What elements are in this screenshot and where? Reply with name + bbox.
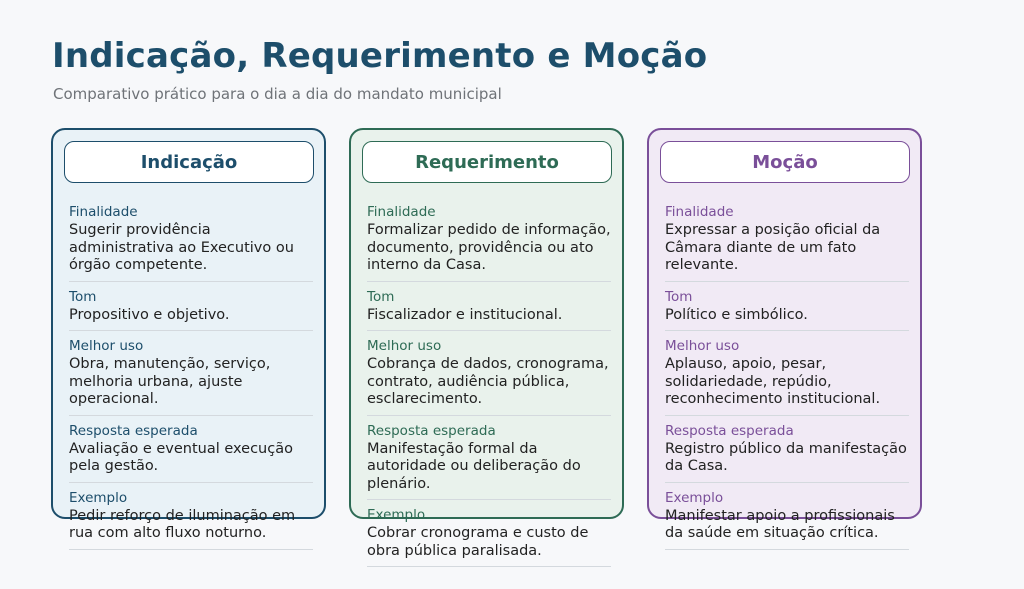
section-text: Obra, manutenção, serviço, melhoria urbana, ajuste operacional. [69,356,271,407]
section-tom [69,288,313,332]
section-label: Melhor uso [367,338,442,354]
section-label: Melhor uso [69,338,144,354]
card-title: Requerimento [362,141,612,183]
section-finalidade [665,203,909,282]
section-label: Finalidade [367,204,436,220]
section-resposta-esperada [69,422,313,483]
page-subtitle: Comparativo prático para o dia a dia do mandato municipal [53,85,502,103]
section-text: Pedir reforço de iluminação em rua com alto fluxo noturno. [69,507,296,541]
card-sections [665,203,909,556]
section-text: Expressar a posição oficial da Câmara diante de um fato relevante. [665,222,881,273]
card-sections [69,203,313,556]
section-label: Resposta esperada [665,422,794,439]
section-text: Formalizar pedido de informação, documento, providência ou ato interno da Casa. [367,222,611,273]
section-label: Melhor uso [665,338,740,354]
section-label: Exemplo [665,489,724,506]
section-melhor-uso [367,337,611,416]
section-exemplo [367,506,611,567]
section-label: Exemplo [69,489,128,506]
section-resposta-esperada [665,422,909,483]
section-label: Tom [69,288,97,305]
section-text: Manifestar apoio a profissionais da saúde em situação crítica. [665,507,895,541]
section-text: Avaliação e eventual execução pela gestão. [69,440,293,474]
section-text: Cobrar cronograma e custo de obra pública paralisada. [367,525,589,559]
section-tom [367,288,611,332]
section-exemplo [69,489,313,550]
card-mocao [647,128,922,541]
card-indicacao [51,128,326,541]
section-label: Resposta esperada [69,422,198,439]
section-finalidade [69,203,313,282]
section-text: Fiscalizador e institucional. [367,306,563,323]
section-exemplo [665,489,909,550]
card-title: Moção [660,141,910,183]
page-title: Indicação, Requerimento e Moção [52,36,708,76]
section-melhor-uso [665,337,909,416]
section-melhor-uso [69,337,313,416]
section-text: Político e simbólico. [665,306,808,323]
section-text: Manifestação formal da autoridade ou deliberação do plenário. [367,440,581,492]
section-text: Aplauso, apoio, pesar, solidariedade, repúdio, reconhecimento institucional. [665,356,881,407]
section-text: Sugerir providência administrativa ao Executivo ou órgão competente. [69,222,294,273]
section-label: Tom [665,288,693,305]
section-text: Propositivo e objetivo. [69,306,230,323]
section-label: Tom [367,288,395,305]
section-text: Registro público da manifestação da Casa. [665,440,907,474]
section-resposta-esperada [367,422,611,501]
card-requerimento [349,128,624,559]
section-label: Finalidade [69,204,138,220]
card-title: Indicação [64,141,314,183]
section-label: Exemplo [367,507,426,523]
section-label: Finalidade [665,204,734,220]
section-tom [665,288,909,332]
section-text: Cobrança de dados, cronograma, contrato, audiência pública, esclarecimento. [367,356,609,407]
section-label: Resposta esperada [367,422,496,439]
card-sections [367,203,611,573]
section-finalidade [367,203,611,282]
